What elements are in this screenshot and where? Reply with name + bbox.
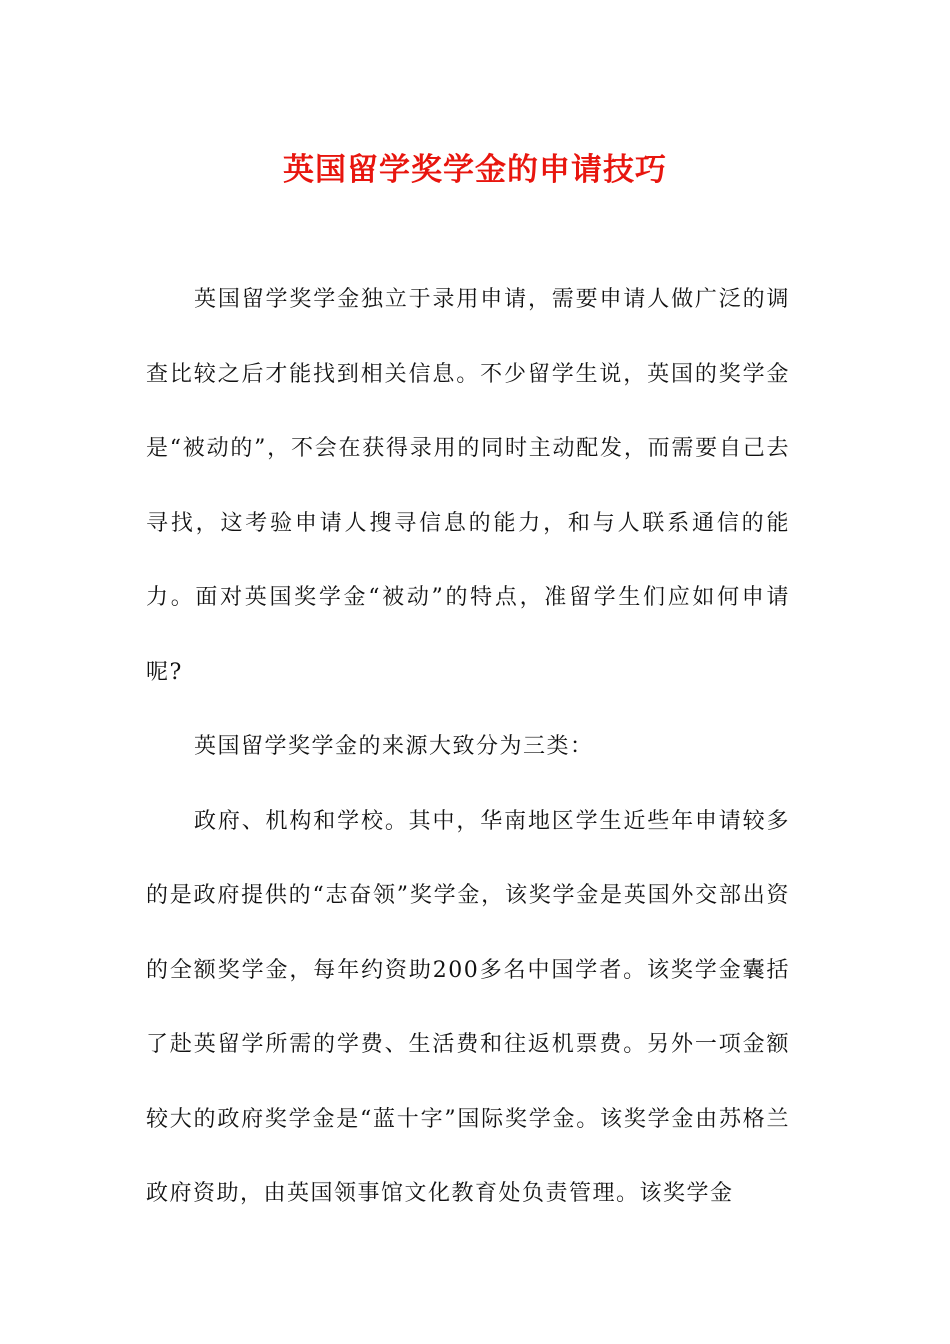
paragraph-sources: 英国留学奖学金的来源大致分为三类：	[194, 734, 594, 759]
paragraph-government: 政府、机构和学校。其中，华南地区学生近些年申请较多的是政府提供的“志奋领”奖学金，该奖学金是英国外交部出资的全额奖学金，每年约资助200多名中国学者。该奖学金囊括了赴英留学所需的学费、生活费和往返机票费。另外一项金额较大的政府奖学金是“蓝十字”国际奖学金。该奖学金由苏格兰政府资助，由英国领事馆文化教育处负责管理。该奖学金	[146, 808, 790, 1206]
paragraph-intro: 英国留学奖学金独立于录用申请，需要申请人做广泛的调查比较之后才能找到相关信息。不少留学生说，英国的奖学金是“被动的”，不会在获得录用的同时主动配发，而需要自己去寻找，这考验申请人搜寻信息的能力，和与人联系通信的能力。面对英国奖学金“被动”的特点，准留学生们应如何申请呢?	[146, 287, 790, 685]
document-body	[146, 263, 790, 1232]
document-title: 英国留学奖学金的申请技巧	[283, 152, 667, 188]
